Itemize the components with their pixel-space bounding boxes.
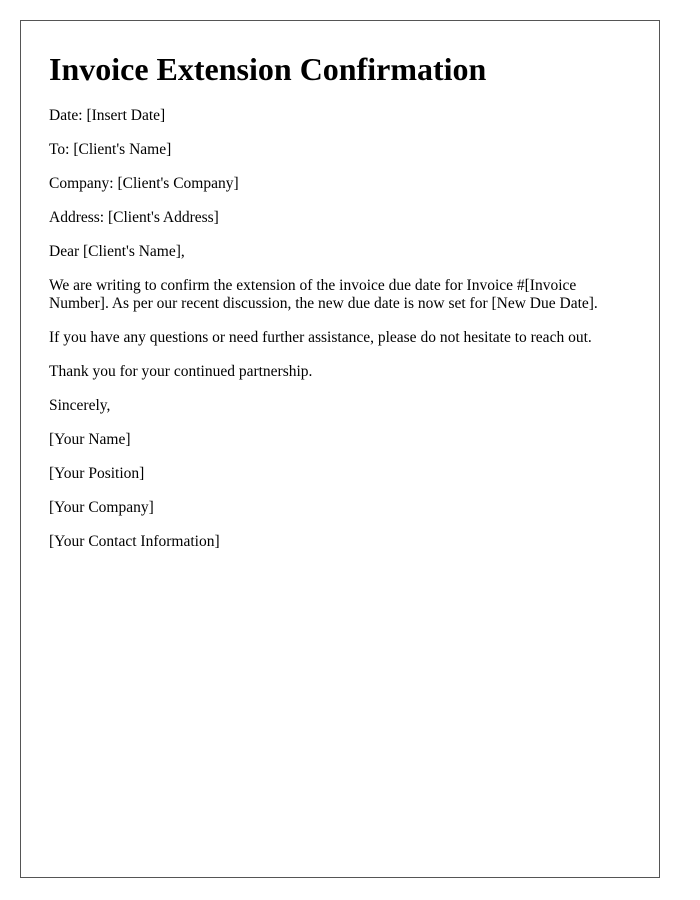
- address-line: Address: [Client's Address]: [49, 209, 219, 226]
- thanks-paragraph: Thank you for your continued partnership.: [49, 363, 313, 380]
- letter-page: [20, 20, 660, 878]
- date-line: Date: [Insert Date]: [49, 107, 166, 124]
- closing: Sincerely,: [49, 397, 111, 414]
- signature-position: [Your Position]: [49, 465, 145, 482]
- letter-content: [49, 51, 639, 567]
- signature-name: [Your Name]: [49, 431, 131, 448]
- questions-paragraph: If you have any questions or need further assistance, please do not hesitate to reach out.: [49, 329, 592, 346]
- letter-title: Invoice Extension Confirmation: [49, 51, 487, 87]
- signature-contact: [Your Contact Information]: [49, 533, 220, 550]
- signature-company: [Your Company]: [49, 499, 154, 516]
- body-paragraph: We are writing to confirm the extension of the invoice due date for Invoice #[Invoice Number]. As per our recent discussion, the new due date is now set for [New Due Date].: [49, 277, 598, 312]
- company-line: Company: [Client's Company]: [49, 175, 239, 192]
- recipient-line: To: [Client's Name]: [49, 141, 172, 158]
- salutation: Dear [Client's Name],: [49, 243, 185, 260]
